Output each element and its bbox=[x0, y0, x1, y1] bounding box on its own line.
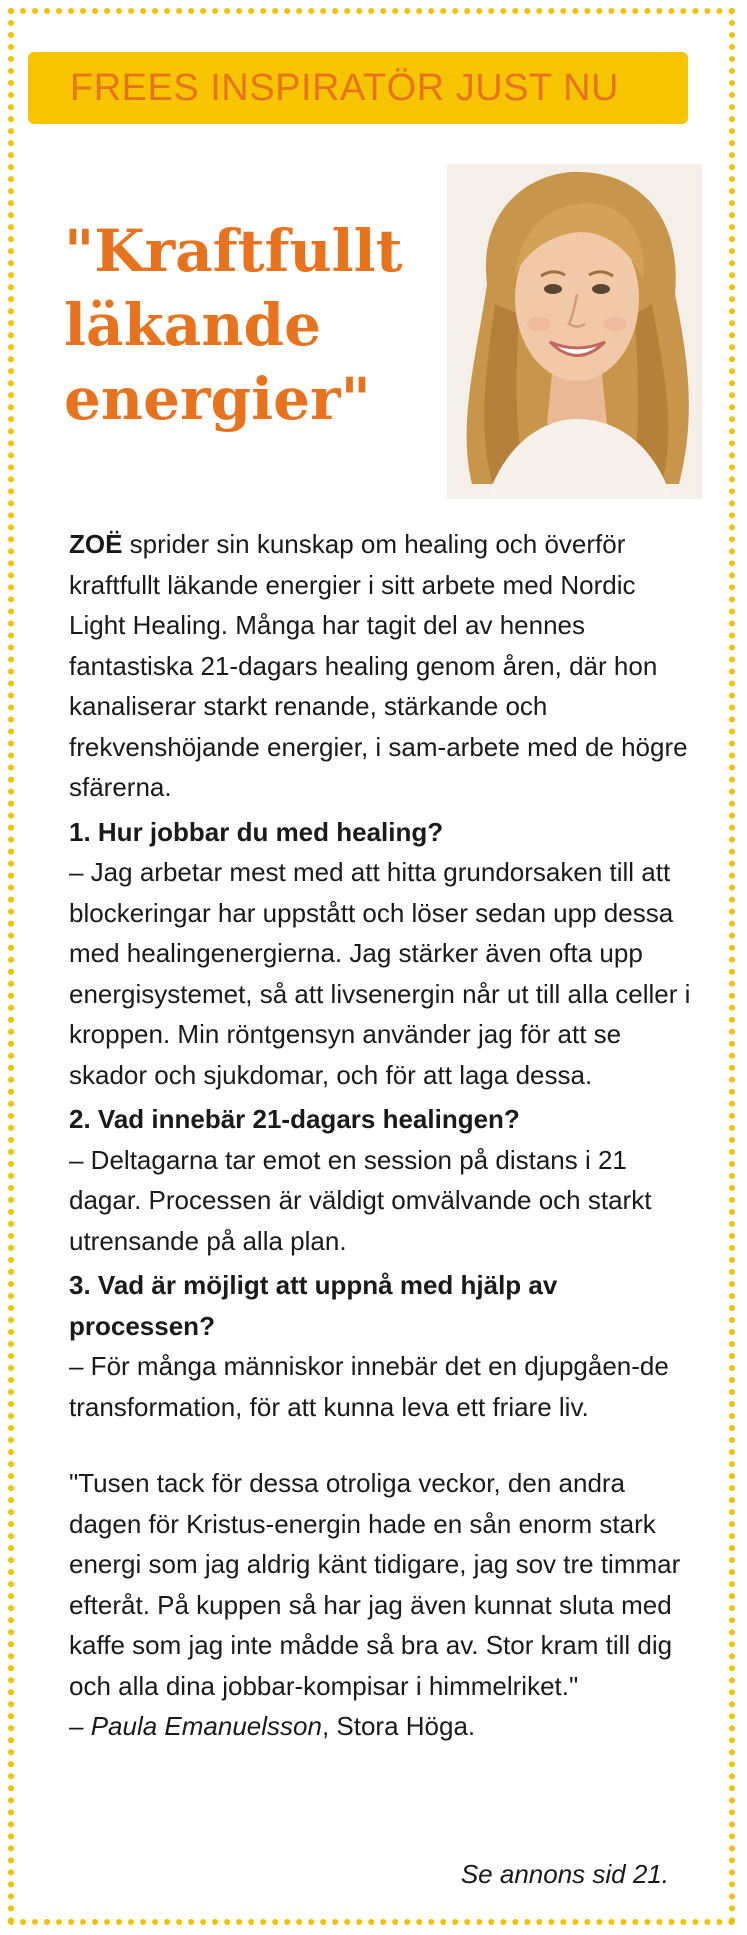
header-title: FREES INSPIRATÖR JUST NU bbox=[70, 67, 619, 109]
intro-paragraph bbox=[69, 524, 699, 808]
testimonial-author: Paula Emanuelsson bbox=[90, 1711, 322, 1741]
portrait-photo bbox=[447, 164, 702, 499]
header-banner bbox=[28, 52, 688, 124]
testimonial-signature bbox=[69, 1706, 699, 1747]
question-1: 1. Hur jobbar du med healing? bbox=[69, 816, 444, 847]
testimonial-place: , Stora Höga. bbox=[321, 1711, 476, 1741]
answer-1: – Jag arbetar mest med att hitta grundorsaken till att blockeringar har uppstått och löser sedan upp dessa med healingenergierna. Jag stärker även ofta upp energisystemet, så att livsenergin når ut till alla celler i kroppen. Min röntgensyn använder jag för att se skador och sjukdomar, och för att laga dessa. bbox=[69, 857, 691, 1090]
article-body bbox=[69, 524, 699, 1747]
headline bbox=[64, 214, 424, 436]
answer-3: – För många människor innebär det en djupgåen-de transformation, för att kunna leva ett friare liv. bbox=[69, 1351, 669, 1422]
headline-line: "Kraftfullt bbox=[64, 217, 403, 285]
testimonial-quote: "Tusen tack för dessa otroliga veckor, den andra dagen för Kristus-energin hade en sån enorm stark energi som jag aldrig känt tidigare, jag sov tre timmar efteråt. På kuppen så har jag även kunnat sluta med kaffe som jag inte mådde så bra av. Stor kram till dig och alla dina jobbar-kompisar i himmelriket." bbox=[69, 1468, 681, 1701]
headline-line: energier" bbox=[64, 365, 371, 433]
headline-line: läkande bbox=[64, 291, 322, 359]
ad-reference: Se annons sid 21. bbox=[460, 1859, 669, 1889]
question-2: 2. Vad innebär 21-dagars healingen? bbox=[69, 1104, 520, 1134]
signature-dash: – bbox=[69, 1711, 91, 1741]
author-name: ZOË bbox=[69, 529, 123, 559]
question-3: 3. Vad är möjligt att uppnå med hjälp av processen? bbox=[69, 1270, 558, 1341]
intro-text: sprider sin kunskap om healing och överför kraftfullt läkande energier i sitt arbete med Nordic Light Healing. Många har tagit del av hennes fantastiska 21-dagars healing genom åren, där hon kanaliserar starkt renande, stärkande och frekvenshöjande energier, i sam-arbete med de högre sfärerna. bbox=[69, 529, 688, 802]
answer-2: – Deltagarna tar emot en session på distans i 21 dagar. Processen är väldigt omvälvande och starkt utrensande på alla plan. bbox=[69, 1144, 652, 1256]
dotted-border-frame bbox=[8, 8, 735, 1925]
